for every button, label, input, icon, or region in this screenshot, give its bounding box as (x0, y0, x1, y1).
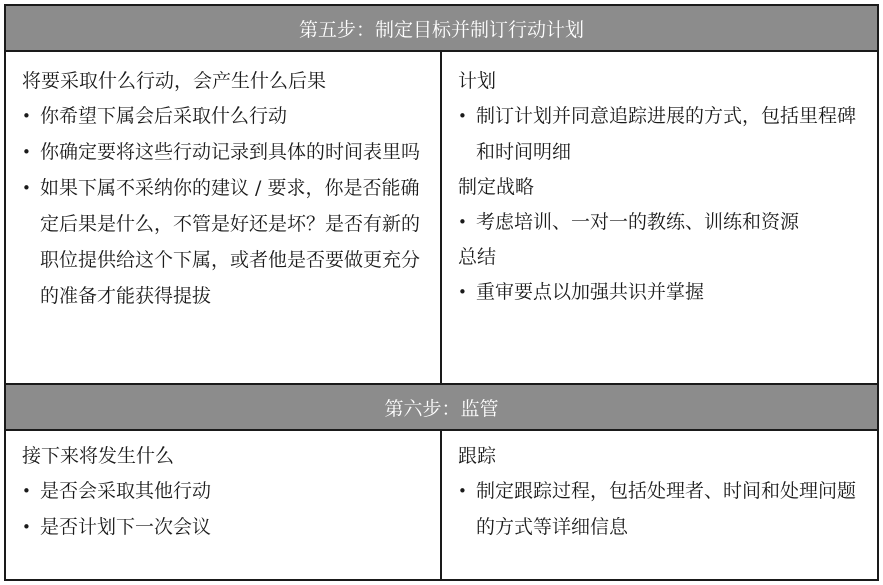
plan-heading: 计划 (458, 70, 497, 92)
bullet-item: • 是否会采取其他行动 (22, 473, 430, 509)
step5-right-column (442, 52, 877, 383)
bullet-item: • 制定跟踪过程，包括处理者、时间和处理问题的方式等详细信息 (458, 473, 867, 545)
step6-left-heading: 接下来将发生什么 (22, 445, 175, 467)
step6-body (6, 431, 877, 579)
steps-table (4, 4, 879, 581)
bullet-item: • 是否计划下一次会议 (22, 509, 430, 545)
bullet-item: • 你希望下属会后采取什么行动 (22, 98, 430, 134)
bullet-item: • 制订计划并同意追踪进展的方式，包括里程碑和时间明细 (458, 98, 867, 170)
bullet-item: • 考虑培训、一对一的教练、训练和资源 (458, 204, 867, 240)
strategy-heading: 制定战略 (458, 176, 535, 198)
step6-right-column (442, 431, 877, 579)
step6-left-column (6, 431, 442, 579)
step5-left-column (6, 52, 442, 383)
tracking-heading: 跟踪 (458, 445, 497, 467)
summary-heading: 总结 (458, 246, 497, 268)
bullet-item: • 如果下属不采纳你的建议 / 要求，你是否能确定后果是什么，不管是好还是坏？是否有新的职位提供给这个下属，或者他是否要做更充分的准备才能获得提拔 (22, 170, 430, 314)
bullet-item: • 重审要点以加强共识并掌握 (458, 274, 867, 310)
step5-body (6, 52, 877, 385)
step6-header: 第六步：监管 (6, 385, 877, 431)
step5-left-heading: 将要采取什么行动，会产生什么后果 (22, 70, 327, 92)
bullet-item: • 你确定要将这些行动记录到具体的时间表里吗 (22, 134, 430, 170)
step5-header: 第五步：制定目标并制订行动计划 (6, 6, 877, 52)
